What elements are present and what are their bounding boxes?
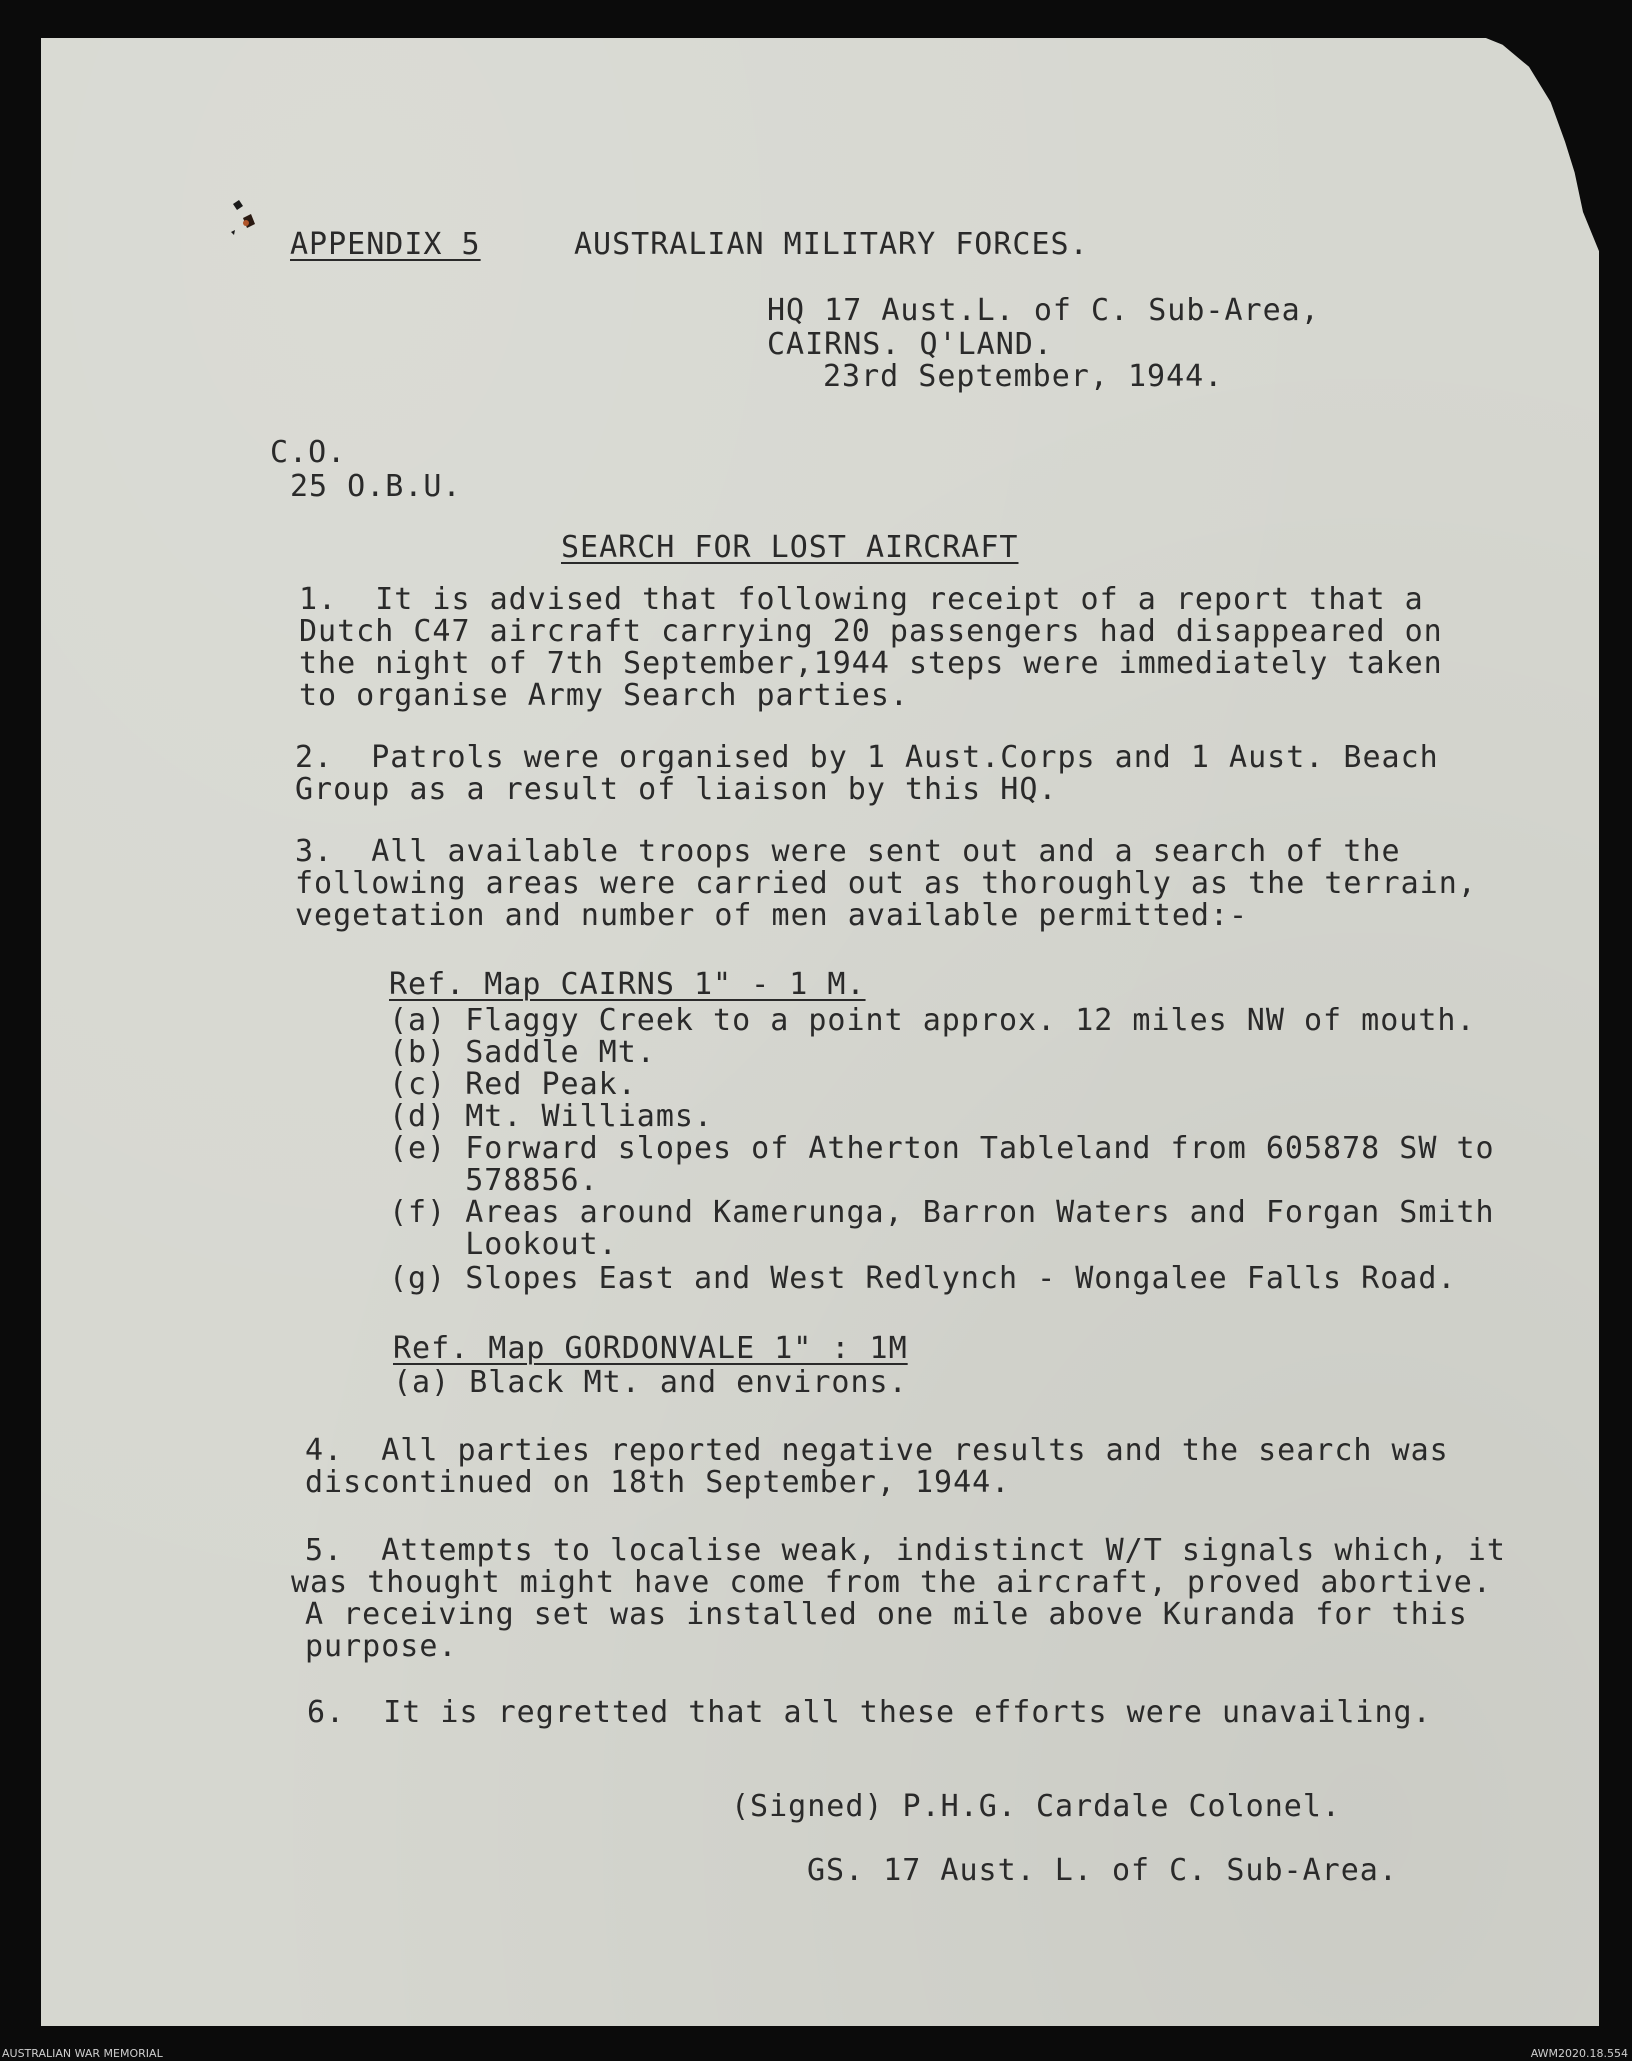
paragraph-3-line: following areas were carried out as thoroughly as the terrain,	[295, 866, 1477, 901]
paragraph-1-line: 1. It is advised that following receipt of a report that a	[299, 582, 1424, 617]
torn-corner	[1481, 38, 1599, 256]
ink-stain-mark	[229, 198, 259, 238]
map-cairns-item: (g) Slopes East and West Redlynch - Wongalee Falls Road.	[389, 1261, 1457, 1296]
paragraph-1-line: to organise Army Search parties.	[299, 678, 909, 713]
sender-line-1: HQ 17 Aust.L. of C. Sub-Area,	[767, 293, 1320, 328]
map-gordonvale-heading: Ref. Map GORDONVALE 1" : 1M	[393, 1331, 908, 1366]
signature-title: GS. 17 Aust. L. of C. Sub-Area.	[807, 1853, 1398, 1888]
archive-caption-right: AWM2020.18.554	[1530, 2047, 1628, 2060]
paragraph-1-line: the night of 7th September,1944 steps were immediately taken	[299, 646, 1443, 681]
paragraph-4-line: discontinued on 18th September, 1944.	[305, 1465, 1011, 1500]
document-sheet	[41, 38, 1599, 2026]
paragraph-6-line: 6. It is regretted that all these efforts were unavailing.	[307, 1695, 1432, 1730]
sender-line-2: CAIRNS. Q'LAND.	[767, 327, 1053, 362]
paragraph-5-line: 5. Attempts to localise weak, indistinct W/T signals which, it	[305, 1533, 1506, 1568]
map-cairns-item: (f) Areas around Kamerunga, Barron Waters and Forgan Smith	[389, 1195, 1495, 1230]
map-cairns-item: (e) Forward slopes of Atherton Tableland from 605878 SW to	[389, 1131, 1495, 1166]
paragraph-5-line: purpose.	[305, 1629, 458, 1664]
map-cairns-item: (c) Red Peak.	[389, 1067, 637, 1102]
map-cairns-item: (a) Flaggy Creek to a point approx. 12 miles NW of mouth.	[389, 1003, 1476, 1038]
paragraph-2-line: 2. Patrols were organised by 1 Aust.Corps and 1 Aust. Beach	[295, 740, 1439, 775]
map-cairns-heading: Ref. Map CAIRNS 1" - 1 M.	[389, 967, 866, 1002]
archive-caption-left: AUSTRALIAN WAR MEMORIAL	[2, 2047, 163, 2060]
paragraph-4-line: 4. All parties reported negative results and the search was	[305, 1433, 1449, 1468]
organisation-heading: AUSTRALIAN MILITARY FORCES.	[574, 227, 1089, 262]
recipient-line-2: 25 O.B.U.	[290, 469, 462, 504]
paragraph-2-line: Group as a result of liaison by this HQ.	[295, 772, 1058, 807]
map-cairns-item: (b) Saddle Mt.	[389, 1035, 656, 1070]
paragraph-1-line: Dutch C47 aircraft carrying 20 passengers had disappeared on	[299, 614, 1443, 649]
paragraph-3-line: vegetation and number of men available permitted:-	[295, 898, 1249, 933]
subject-heading: SEARCH FOR LOST AIRCRAFT	[561, 530, 1019, 565]
map-cairns-item: 578856.	[389, 1163, 599, 1198]
paragraph-3-line: 3. All available troops were sent out and a search of the	[295, 834, 1401, 869]
appendix-label: APPENDIX 5	[290, 227, 481, 262]
letter-date: 23rd September, 1944.	[823, 359, 1224, 394]
paragraph-5-line: was thought might have come from the aircraft, proved abortive.	[291, 1565, 1492, 1600]
paragraph-5-line: A receiving set was installed one mile above Kuranda for this	[305, 1597, 1468, 1632]
map-gordonvale-item: (a) Black Mt. and environs.	[393, 1365, 908, 1400]
signature-line: (Signed) P.H.G. Cardale Colonel.	[731, 1789, 1341, 1824]
map-cairns-item: Lookout.	[389, 1227, 618, 1262]
recipient-line-1: C.O.	[270, 435, 347, 470]
map-cairns-item: (d) Mt. Williams.	[389, 1099, 714, 1134]
